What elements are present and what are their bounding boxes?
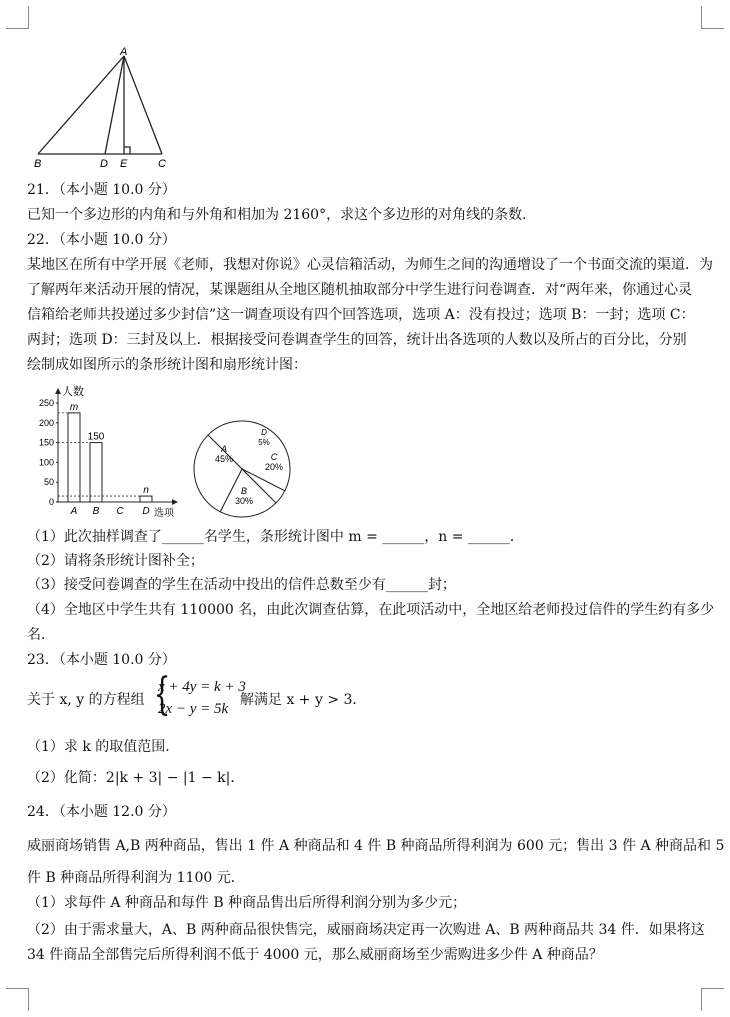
q23-intro: 关于 x, y 的方程组 <box>27 692 145 708</box>
bar <box>68 413 80 502</box>
equation-system <box>148 669 246 721</box>
q22-sub-3: （3）接受问卷调查的学生在活动中投出的信件总数至少有______封； <box>27 577 456 593</box>
q22-sub-4: （4）全地区中学生共有 110000 名，由此次调查估算，在此项活动中，全地区给老师投过信件的学生约有多少 <box>27 602 715 618</box>
bar-value-label: 150 <box>87 431 105 443</box>
pie-chart <box>188 418 300 522</box>
crop-mark-top-left <box>6 6 29 29</box>
label-d: D <box>100 158 108 170</box>
equation-2: 2x − y = 5k <box>158 701 229 717</box>
x-axis-label: 选项 <box>154 508 174 519</box>
x-axis-arrow-icon <box>172 499 178 505</box>
q24-para-1: 威丽商场销售 A,B 两种商品，售出 1 件 A 种商品和 4 件 B 种商品所得利润为 600 元；售出 3 件 A 种商品和 5 <box>27 838 725 854</box>
q23-sub-2: （2）化简：2|k + 3| − |1 − k|． <box>27 770 245 786</box>
q22-sub-1: （1）此次抽样调查了______名学生，条形统计图中 m = ______，n = ______． <box>27 529 524 545</box>
bar <box>140 496 152 502</box>
x-tick-label: D <box>142 506 150 517</box>
q23-sub-1: （1）求 k 的取值范围． <box>27 739 180 755</box>
q22-header: 22．（本小题 10.0 分） <box>27 232 176 248</box>
q22-para-2: 了解两年来活动开展的情况，某课题组从全地区随机抽取部分中学生进行问卷调查．对“两年来，你通过心灵 <box>27 282 693 298</box>
y-axis-label: 人数 <box>62 386 84 398</box>
label-e: E <box>120 158 128 170</box>
q24-sub-2: （2）由于需求量大，A、B 两种商品很快售完，威丽商场决定再一次购进 A、B 两种商品共 34 件．如果将这 <box>27 922 705 938</box>
q24-sub-2-cont: 34 件商品全部售完后所得利润不低于 4000 元，那么威丽商场至少需购进多少件 A 种商品？ <box>27 947 603 963</box>
q23-condition: 解满足 x + y > 3． <box>240 692 367 708</box>
pie-slice-label: A <box>220 444 228 454</box>
brace-icon: { <box>153 669 171 720</box>
q22-para-1: 某地区在所有中学开展《老师，我想对你说》心灵信箱活动，为师生之间的沟通增设了一个书面交流的渠道．为 <box>27 257 713 273</box>
y-tick-label: 50 <box>43 477 54 488</box>
q24-sub-1: （1）求每件 A 种商品和每件 B 种商品售出后所得利润分别为多少元； <box>27 895 467 911</box>
y-tick-label: 100 <box>38 457 54 468</box>
label-c: C <box>158 158 166 170</box>
crop-mark-top-right <box>701 6 724 29</box>
y-tick-label: 200 <box>38 417 54 428</box>
y-tick-label: 0 <box>48 497 54 507</box>
q22-para-4: 两封；选项 D：三封及以上．根据接受问卷调查学生的回答，统计出各选项的人数以及所占的百分比，分别 <box>27 332 687 348</box>
q21-text: 已知一个多边形的内角和与外角和相加为 2160°，求这个多边形的对角线的条数． <box>27 207 537 223</box>
pie-slice-label: B <box>240 486 248 496</box>
pie-slice-value: 5% <box>258 438 270 447</box>
label-a: A <box>120 46 128 58</box>
q22-sub-2: （2）请将条形统计图补全； <box>27 553 204 569</box>
y-tick-label: 250 <box>38 398 54 408</box>
equation-1: x + 4y = k + 3 <box>158 679 246 695</box>
y-tick-label: 150 <box>38 437 54 448</box>
q24-para-2: 件 B 种商品所得利润为 1100 元． <box>27 870 245 886</box>
pie-slice-value: 45% <box>214 454 234 464</box>
bar <box>90 443 102 502</box>
q21-header: 21．（本小题 10.0 分） <box>27 182 176 198</box>
q24-header: 24．（本小题 12.0 分） <box>27 804 176 820</box>
label-b: B <box>34 158 42 170</box>
q22-para-5: 绘制成如图所示的条形统计图和扇形统计图： <box>27 357 307 373</box>
pie-slice-value: 30% <box>234 496 254 506</box>
x-tick-label: B <box>92 506 100 517</box>
q22-para-3: 信箱给老师共投递过多少封信”这一调查项设有四个回答选项，选项 A：没有投过；选项 B：一封；选项 C： <box>27 307 695 323</box>
crop-mark-bottom-left <box>6 988 29 1011</box>
q23-header: 23．（本小题 10.0 分） <box>27 652 176 668</box>
pie-slice-value: 20% <box>264 462 284 472</box>
x-tick-label: C <box>116 506 124 517</box>
bar-value-label: m <box>69 401 79 413</box>
pie-slice-label: C <box>270 452 278 462</box>
y-axis-arrow-icon <box>55 388 61 394</box>
crop-mark-bottom-right <box>701 988 724 1011</box>
bar-value-label: n <box>143 485 149 497</box>
pie-slice-label: D <box>261 428 267 437</box>
bar-chart <box>28 385 188 520</box>
triangle-figure <box>28 46 178 170</box>
q22-sub-4-cont: 名． <box>27 627 55 643</box>
x-tick-label: A <box>70 506 78 517</box>
